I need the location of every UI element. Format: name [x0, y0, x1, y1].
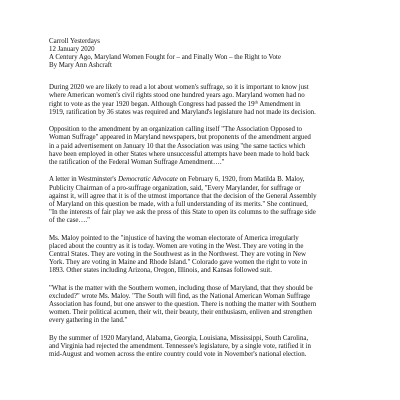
paragraph-line: "What is the matter with the Southern women, including those of Maryland, that they should be	[49, 284, 313, 292]
paragraph-line: of Maryland on this question be made, with a full understanding of its merits." She continued,	[49, 200, 308, 208]
paragraph-line: Publicity Chairman of a pro-suffrage organization, said, "Every Marylander, for suffrage or	[49, 184, 301, 192]
article-date: 12 January 2020	[49, 46, 95, 54]
paragraph-line: right to vote as the year 1920 began. Although Congress had passed the 19th Amendment in	[49, 98, 301, 108]
paragraph-line: every gathering in the land."	[49, 317, 128, 324]
article-paragraph	[49, 235, 344, 275]
paragraph-line: women. Their political acumen, their wit, their beauty, their enthusiasm, enliven and strengthen	[49, 308, 312, 316]
paragraph-line: the ratification of the Federal Woman Suffrage Amendment…."	[49, 158, 225, 166]
article-paragraph	[49, 176, 344, 225]
article-header	[49, 38, 344, 70]
paragraph-line: By the summer of 1920 Maryland, Alabama, Georgia, Louisiana, Mississippi, South Carolina,	[49, 334, 309, 342]
paragraph-line: excluded?" wrote Ms. Maloy. "The South will find, as the National American Woman Suffrage	[49, 292, 311, 300]
paragraph-line: have been employed in other States where unsuccessful attempts have been made to hold back	[49, 150, 310, 158]
paragraph-line: placed about the country as it is today. Women are voting in the West. They are voting in the	[49, 242, 304, 250]
paragraph-line: A letter in Westminster's Democratic Advocate on February 6, 1920, from Matilda B. Maloy,	[49, 176, 305, 184]
paragraph-line: of the case…."	[49, 216, 90, 224]
article-title: A Century Ago, Maryland Women Fought for – and Finally Won – the Right to Vote	[49, 54, 281, 62]
paragraph-line: Ms. Maloy pointed to the "injustice of having the woman electorate of America irregularly	[49, 234, 299, 242]
paragraph-line: 1919, ratification by 36 states was required and Maryland's legislature had not made its decision.	[49, 108, 316, 116]
paragraph-line: mid-August and women across the entire country could vote in November's national election.	[49, 350, 307, 358]
paragraph-line: "In the interests of fair play we ask the press of this State to open its columns to the suffrage side	[49, 208, 316, 216]
publication-name: Carroll Yesterdays	[49, 38, 100, 45]
article-paragraph	[49, 285, 344, 325]
article-byline: By Mary Ann Ashcraft	[49, 62, 112, 70]
paragraph-line: where American women's civil rights stood one hundred years ago. Maryland women had no	[49, 92, 305, 100]
article-body	[49, 84, 344, 359]
paragraph-line: 1893. Other states including Arizona, Oregon, Illinois, and Kansas followed suit.	[49, 266, 272, 274]
paragraph-line: During 2020 we are likely to read a lot about women's suffrage, so it is important to know just	[49, 84, 309, 92]
paragraph-line: and Virginia had rejected the amendment. Tennessee's legislature, by a single vote, ratified it in	[49, 342, 311, 350]
paragraph-line: Opposition to the amendment by an organization calling itself "The Association Opposed to	[49, 126, 302, 134]
paragraph-line: Woman Suffrage" appeared in Maryland newspapers, but proponents of the amendment argued	[49, 134, 311, 142]
article-paragraph	[49, 126, 344, 166]
article-paragraph	[49, 335, 344, 359]
paragraph-line: Association has found, but one answer to the question. There is nothing the matter with Southern	[49, 300, 317, 308]
paragraph-line: in a paid advertisement on January 10 that the Association was using "the same tactics which	[49, 142, 306, 150]
paragraph-line: against it, will agree that it is of the utmost importance that the decision of the General Assembly	[49, 192, 317, 200]
paragraph-line: York. They are voting in Maine and Rhode Island." Colorado gave women the right to vote in	[49, 258, 308, 266]
article-paragraph	[49, 84, 344, 116]
paragraph-line: Central States. They are voting in the Southwest as in the Northwest. They are voting in New	[49, 250, 306, 258]
